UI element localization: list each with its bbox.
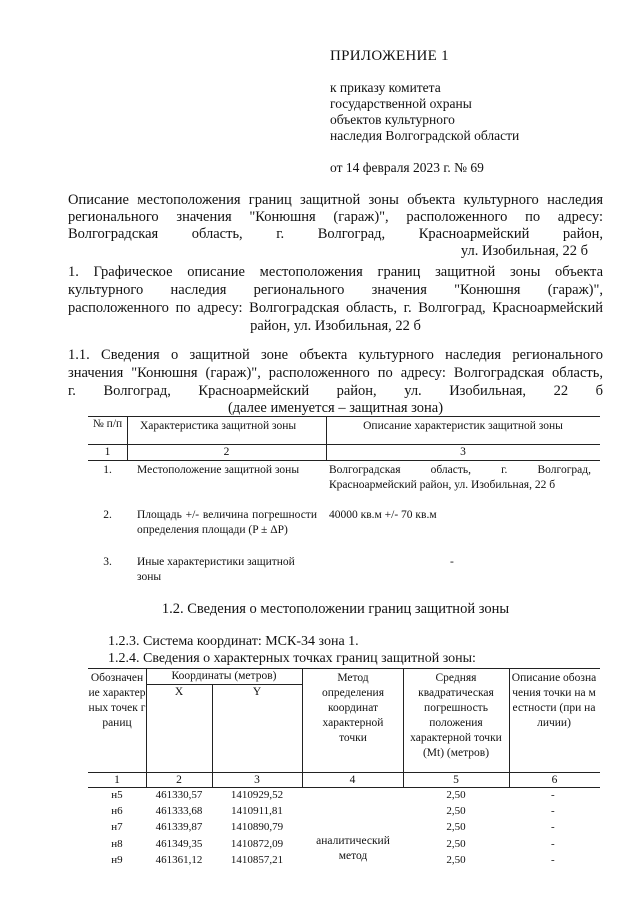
- point-description: -: [551, 821, 555, 833]
- points-title: 1.2.4. Сведения о характерных точках границ защитной зоны:: [108, 651, 476, 666]
- table1-row-num: 1.: [103, 464, 112, 476]
- point-x: 461361,12: [155, 854, 203, 866]
- table1-header-desc: Описание характеристик защитной зоны: [363, 420, 563, 432]
- section12-title: 1.2. Сведения о местоположении границ защитной зоны: [161, 601, 510, 617]
- table2-colnum: 1: [114, 774, 120, 786]
- table2-header-accuracy: Средняя квадратическая погрешность положения характерной точки (Mt) (метров): [410, 672, 502, 759]
- table2-colnum: 4: [349, 774, 356, 786]
- point-accuracy: 2,50: [446, 789, 466, 801]
- point-y: 1410890,79: [230, 821, 284, 833]
- point-id: н7: [111, 821, 123, 833]
- point-id: н9: [111, 854, 123, 866]
- heading-line: Волгоградская область, г. Волгоград, Красноармейский район,: [68, 226, 603, 242]
- table2-colnum: 2: [176, 774, 182, 786]
- table1-row-char: Иные характеристики защитной зоны: [137, 556, 295, 583]
- point-description: -: [551, 789, 555, 801]
- section1-line: расположенного по адресу: Волгоградская область, г. Волгоград, Красноармейский: [68, 300, 603, 316]
- point-accuracy: 2,50: [446, 838, 466, 850]
- table1-row-num: 2.: [103, 509, 112, 521]
- section1-line: культурного наследия регионального значения "Конюшня (гараж)",: [68, 282, 603, 298]
- point-id: н5: [111, 789, 123, 801]
- section11-line: (далее именуется – защитная зона): [227, 400, 444, 416]
- point-x: 461333,68: [155, 805, 203, 817]
- table2-header-x: X: [174, 686, 184, 698]
- section11-line: значения "Конюшня (гараж)", расположенного по адресу: Волгоградская область,: [68, 365, 603, 381]
- table2-header-description: Описание обозначения точки на местности (при наличии): [511, 672, 597, 729]
- section1-line: 1. Графическое описание местоположения границ защитной зоны объекта: [68, 264, 603, 280]
- point-accuracy: 2,50: [446, 854, 466, 866]
- table2-colnum: 5: [453, 774, 459, 786]
- table1-header-num: № п/п: [92, 418, 123, 430]
- section11-line: г. Волгоград, Красноармейский район, ул. Изобильная, 22 б: [68, 383, 603, 399]
- table1-row-num: 3.: [103, 556, 112, 568]
- appendix-title: ПРИЛОЖЕНИЕ 1: [330, 48, 449, 64]
- point-x: 461339,87: [155, 821, 203, 833]
- appendix-line: наследия Волгоградской области: [330, 128, 520, 143]
- appendix-date: от 14 февраля 2023 г. № 69: [330, 160, 484, 175]
- point-id: н6: [111, 805, 123, 817]
- point-description: -: [551, 854, 555, 866]
- coord-system: 1.2.3. Система координат: МСК-34 зона 1.: [108, 634, 359, 649]
- point-y: 1410872,09: [230, 838, 284, 850]
- heading-line: регионального значения "Конюшня (гараж)", расположенного по адресу:: [68, 209, 603, 225]
- table1-header-char: Характеристика защитной зоны: [140, 420, 297, 432]
- point-y: 1410857,21: [230, 854, 284, 866]
- table1-row-desc: -: [450, 556, 454, 568]
- table1-colnum: 1: [104, 446, 111, 458]
- appendix-line: к приказу комитета: [330, 80, 441, 95]
- table2-header-designation: Обозначение характерных точек границ: [88, 672, 146, 729]
- table2-colnum: 6: [551, 774, 558, 786]
- point-id: н8: [111, 838, 123, 850]
- point-x: 461349,35: [155, 838, 203, 850]
- table1-colnum: 2: [223, 446, 230, 458]
- point-y: 1410929,52: [230, 789, 284, 801]
- heading-line: Описание местоположения границ защитной зоны объекта культурного наследия: [68, 192, 603, 208]
- appendix-line: государственной охраны: [330, 96, 472, 111]
- point-accuracy: 2,50: [446, 821, 466, 833]
- point-accuracy: 2,50: [446, 805, 466, 817]
- table2-header-method: Метод определения координат характерной точки: [321, 672, 384, 744]
- table1-row-char: Местоположение защитной зоны: [137, 464, 300, 476]
- point-description: -: [551, 805, 555, 817]
- table2-header-coords: Координаты (метров): [171, 670, 277, 682]
- table1-row-desc: 40000 кв.м +/- 70 кв.м: [329, 509, 437, 521]
- point-y: 1410911,81: [231, 805, 283, 817]
- table1-row-desc: Волгоградская область, г. Волгоград, Красноармейский район, ул. Изобильная, 22 б: [329, 464, 591, 491]
- section11-line: 1.1. Сведения о защитной зоне объекта культурного наследия регионального: [68, 347, 603, 363]
- table2-header-y: Y: [252, 686, 262, 698]
- table2-colnum: 3: [254, 774, 260, 786]
- table1-colnum: 3: [460, 446, 466, 458]
- section1-line: район, ул. Изобильная, 22 б: [250, 318, 421, 334]
- point-x: 461330,57: [155, 789, 203, 801]
- point-description: -: [551, 838, 555, 850]
- table2-method: аналитический метод: [316, 835, 390, 862]
- heading-line: ул. Изобильная, 22 б: [460, 243, 588, 259]
- table1-row-char: Площадь +/- величина погрешности определения площади (P ± ΔP): [137, 509, 317, 536]
- appendix-line: объектов культурного: [330, 112, 455, 127]
